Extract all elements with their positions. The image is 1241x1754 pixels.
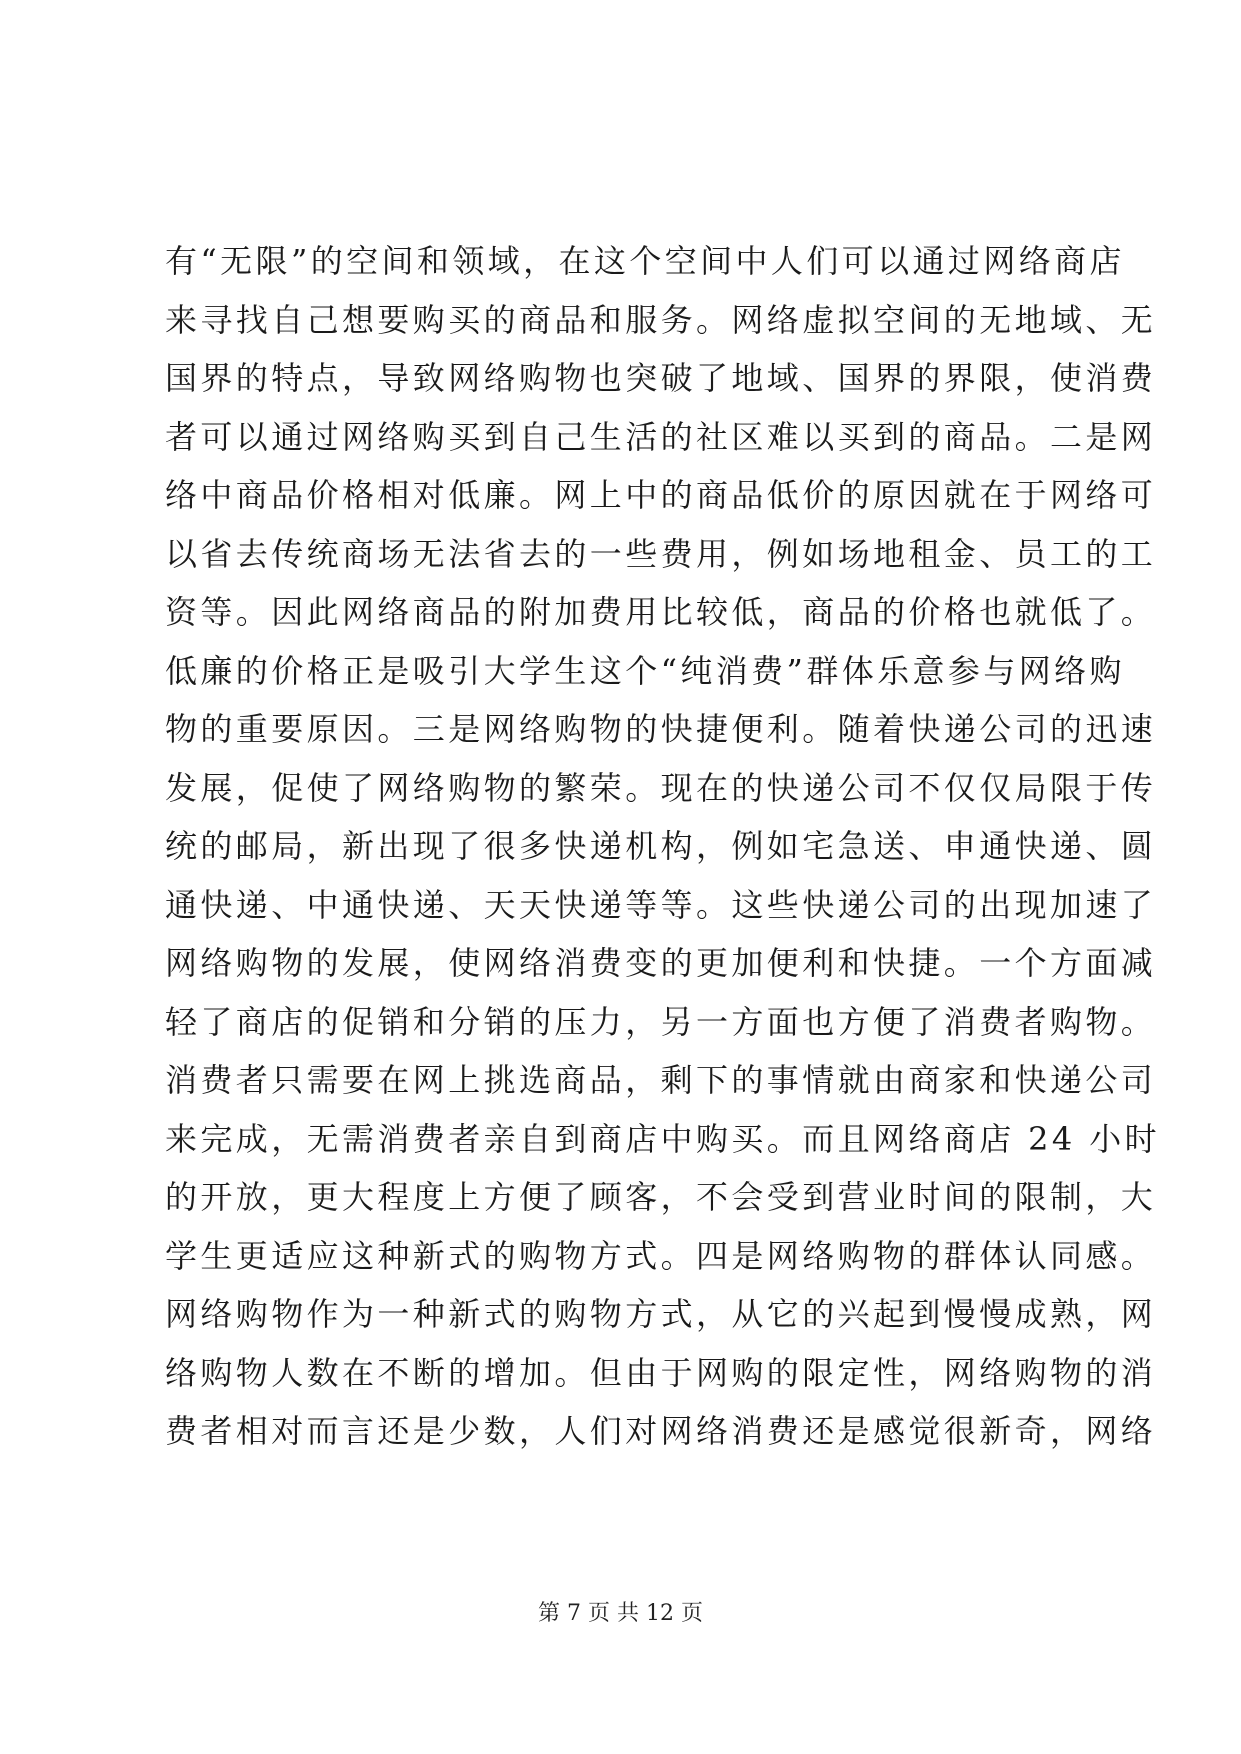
text-line: 学生更适应这种新式的购物方式。四是网络购物的群体认同感。 [165,1236,1157,1275]
text-line: 国界的特点，导致网络购物也突破了地域、国界的界限，使消费 [165,359,1157,397]
page-number-footer: 第 7 页 共 12 页 [538,1601,703,1626]
text-line: 消费者只需要在网上挑选商品，剩下的事情就由商家和快递公司 [165,1061,1157,1099]
text-line: 网络购物的发展，使网络消费变的更加便利和快捷。一个方面减 [165,944,1157,982]
text-line: 网络购物作为一种新式的购物方式，从它的兴起到慢慢成熟，网 [165,1295,1157,1333]
text-line: 来完成，无需消费者亲自到商店中购买。而且网络商店 24 小时 [165,1119,1161,1158]
text-line: 低廉的价格正是吸引大学生这个“纯消费”群体乐意参与网络购 [165,651,1125,690]
text-line: 发展，促使了网络购物的繁荣。现在的快递公司不仅仅局限于传 [165,768,1157,807]
text-line: 费者相对而言还是少数，人们对网络消费还是感觉很新奇，网络 [165,1412,1157,1450]
text-line: 有“无限”的空间和领域，在这个空间中人们可以通过网络商店 [165,242,1125,280]
text-line: 者可以通过网络购买到自己生活的社区难以买到的商品。二是网 [165,417,1157,456]
text-line: 来寻找自己想要购买的商品和服务。网络虚拟空间的无地域、无 [165,300,1157,339]
body-text [165,232,1161,1461]
text-line: 资等。因此网络商品的附加费用比较低，商品的价格也就低了。 [165,593,1157,631]
text-line: 统的邮局，新出现了很多快递机构，例如宅急送、申通快递、圆 [165,827,1157,865]
text-line: 以省去传统商场无法省去的一些费用，例如场地租金、员工的工 [165,534,1157,573]
text-line: 通快递、中通快递、天天快递等等。这些快递公司的出现加速了 [165,885,1157,924]
text-line: 物的重要原因。三是网络购物的快捷便利。随着快递公司的迅速 [165,710,1157,748]
text-line: 轻了商店的促销和分销的压力，另一方面也方便了消费者购物。 [165,1002,1157,1041]
text-line: 的开放，更大程度上方便了顾客，不会受到营业时间的限制，大 [165,1178,1157,1216]
text-line: 络中商品价格相对低廉。网上中的商品低价的原因就在于网络可 [165,476,1157,514]
text-line: 络购物人数在不断的增加。但由于网购的限定性，网络购物的消 [165,1353,1157,1392]
